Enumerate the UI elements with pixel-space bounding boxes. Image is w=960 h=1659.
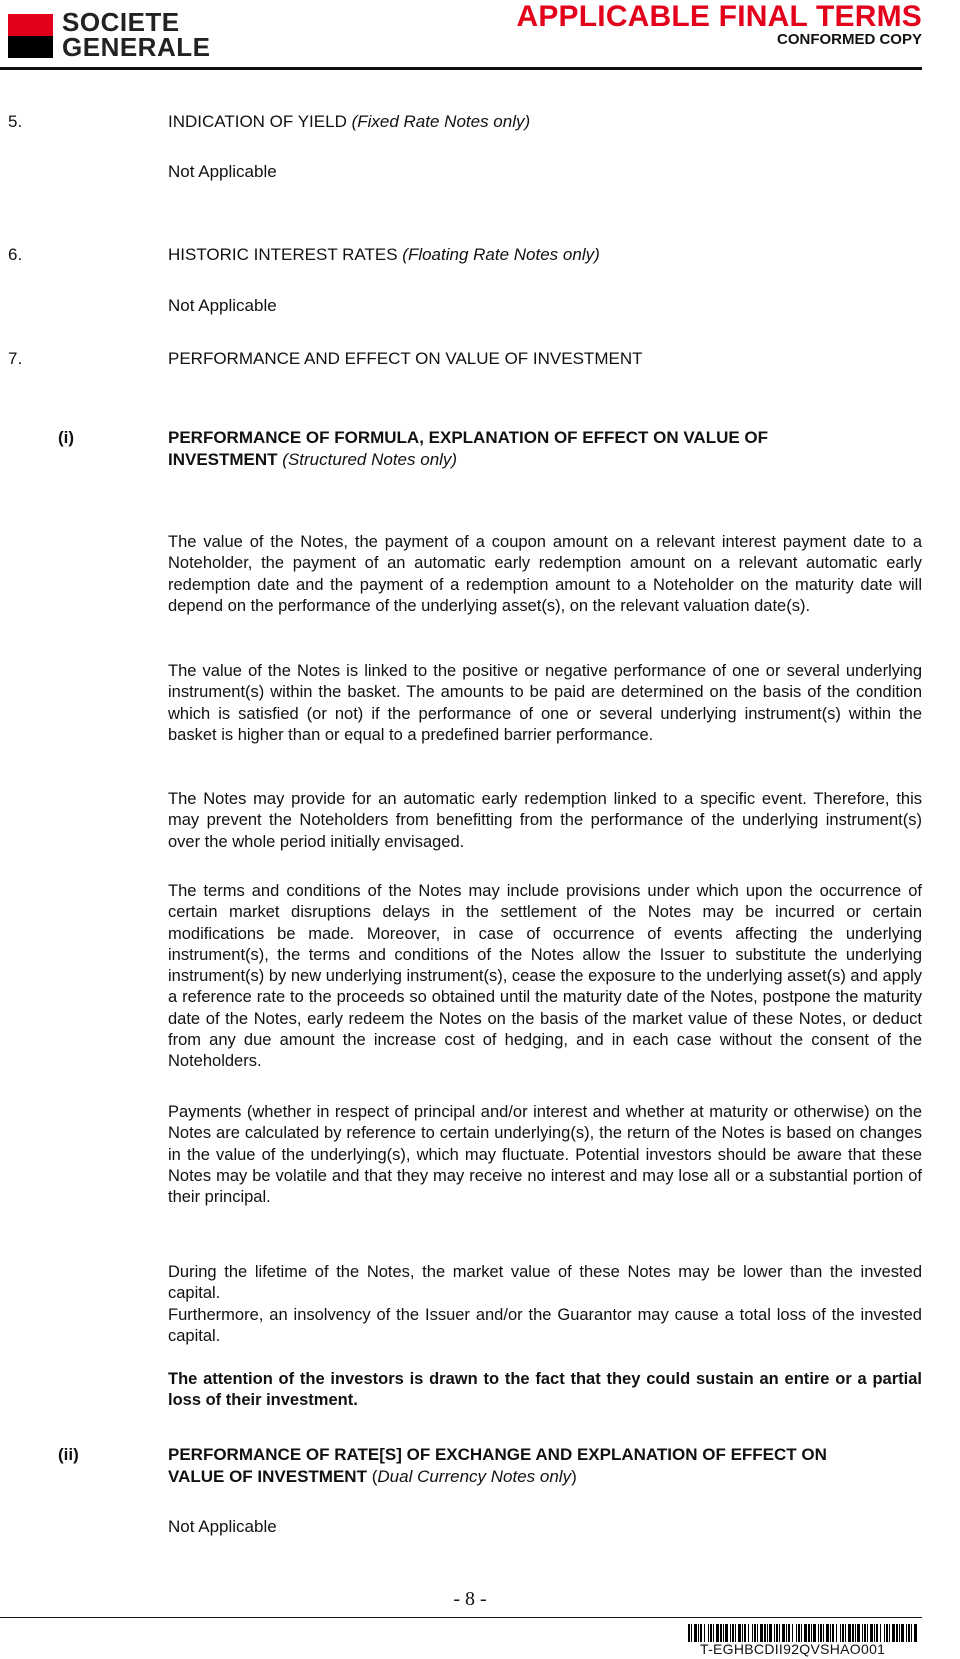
subsection-i-title-line1: PERFORMANCE OF FORMULA, EXPLANATION OF EFFECT ON VALUE OF bbox=[168, 428, 769, 447]
section-7-number: 7. bbox=[8, 349, 23, 368]
warning-paragraph: The attention of the investors is drawn to the fact that they could sustain an entire or a partial loss of their investment. bbox=[168, 1370, 922, 1410]
section-5-qualifier: (Fixed Rate Notes only) bbox=[351, 112, 531, 131]
subsection-i-title-line2: INVESTMENT bbox=[168, 450, 278, 469]
barcode-text: T-EGHBCDII92QVSHAO001 bbox=[700, 1641, 886, 1657]
paragraph: The terms and conditions of the Notes may include provisions under which upon the occurrence of certain market disruptions delays in the settlement of the Notes may be incurred or certain modifications be made. Moreover, in case of occurrence of events affecting the underlying instrument(s), the terms and conditions of the Notes allow the Issuer to substitute the underlying instrument(s) by new underlying instrument(s), cease the exposure to the underlying asset(s) and apply a reference rate to the proceeds so obtained until the maturity date of the Notes, postpone the maturity date of the Notes, early redeem the Notes on the basis of the market value of these Notes, or deduct from any due amount the increase cost of hedging, and in each case without the consent of the Noteholders. bbox=[168, 882, 922, 1071]
section-6-title: HISTORIC INTEREST RATES bbox=[168, 245, 398, 264]
subsection-ii-qualifier: Dual Currency Notes only bbox=[377, 1467, 572, 1486]
subsection-ii-qualifier-close: ) bbox=[571, 1467, 577, 1486]
subsection-ii-heading bbox=[168, 1444, 922, 1488]
subsection-i-qualifier: (Structured Notes only) bbox=[282, 450, 458, 469]
logo-text bbox=[62, 7, 211, 62]
paragraph: The Notes may provide for an automatic early redemption linked to a specific event. Therefore, this may prevent the Noteholders from benefitting from the performance of the underlying instrument(s) over the whole period initially envisaged. bbox=[168, 790, 922, 851]
section-5-number: 5. bbox=[8, 112, 23, 131]
subsection-ii-value: Not Applicable bbox=[168, 1517, 277, 1536]
section-6-number: 6. bbox=[8, 245, 23, 264]
section-6-value: Not Applicable bbox=[168, 296, 277, 315]
barcode-icon bbox=[688, 1624, 920, 1642]
paragraph: During the lifetime of the Notes, the market value of these Notes may be lower than the invested capital. bbox=[168, 1263, 922, 1303]
section-6-qualifier: (Floating Rate Notes only) bbox=[402, 245, 600, 264]
paragraph: Payments (whether in respect of principal and/or interest and whether at maturity or otherwise) on the Notes are calculated by reference to certain underlying(s), the return of the Notes is based on changes in the value of the underlying(s), which may fluctuate. Potential investors should be aware that these Notes may be volatile and that they may receive no interest and may lose all or a substantial portion of their principal. bbox=[168, 1103, 922, 1207]
subsection-ii-title-line1: PERFORMANCE OF RATE[S] OF EXCHANGE AND EXPLANATION OF EFFECT ON bbox=[168, 1445, 827, 1464]
footer-rule bbox=[0, 1617, 922, 1618]
page-number: - 8 - bbox=[453, 1588, 487, 1610]
logo-mark-icon bbox=[8, 14, 53, 58]
document-title: APPLICABLE FINAL TERMS bbox=[516, 0, 922, 33]
header-rule bbox=[0, 67, 922, 70]
paragraph: Furthermore, an insolvency of the Issuer and/or the Guarantor may cause a total loss of the invested capital. bbox=[168, 1306, 922, 1346]
subsection-ii-qualifier-open: ( bbox=[371, 1467, 378, 1486]
subsection-i-number: (i) bbox=[58, 428, 75, 447]
section-6-heading bbox=[168, 244, 600, 266]
section-7-title: PERFORMANCE AND EFFECT ON VALUE OF INVESTMENT bbox=[168, 349, 643, 368]
logo-text-line1: SOCIETE bbox=[62, 7, 180, 37]
paragraph: The value of the Notes, the payment of a coupon amount on a relevant interest payment date to a Noteholder, the payment of an automatic early redemption amount on a relevant automatic early redemption date and the payment of a redemption amount to a Noteholder on the maturity date will depend on the performance of the underlying asset(s), on the relevant valuation date(s). bbox=[168, 533, 922, 615]
section-5-value: Not Applicable bbox=[168, 162, 277, 181]
section-5-title: INDICATION OF YIELD bbox=[168, 112, 347, 131]
societe-generale-logo bbox=[8, 7, 248, 62]
logo-text-line2: GENERALE bbox=[62, 32, 211, 62]
section-5-heading bbox=[168, 111, 530, 133]
subsection-ii-title-line2: VALUE OF INVESTMENT bbox=[168, 1467, 367, 1486]
document-subtitle: CONFORMED COPY bbox=[776, 31, 922, 48]
subsection-ii-number: (ii) bbox=[58, 1445, 79, 1464]
subsection-i-heading bbox=[168, 427, 922, 471]
paragraph: The value of the Notes is linked to the positive or negative performance of one or several underlying instrument(s) within the basket. The amounts to be paid are determined on the basis of the condition which is satisfied (or not) if the performance of one or several underlying instrument(s) within the basket is higher than or equal to a predefined barrier performance. bbox=[168, 662, 922, 744]
